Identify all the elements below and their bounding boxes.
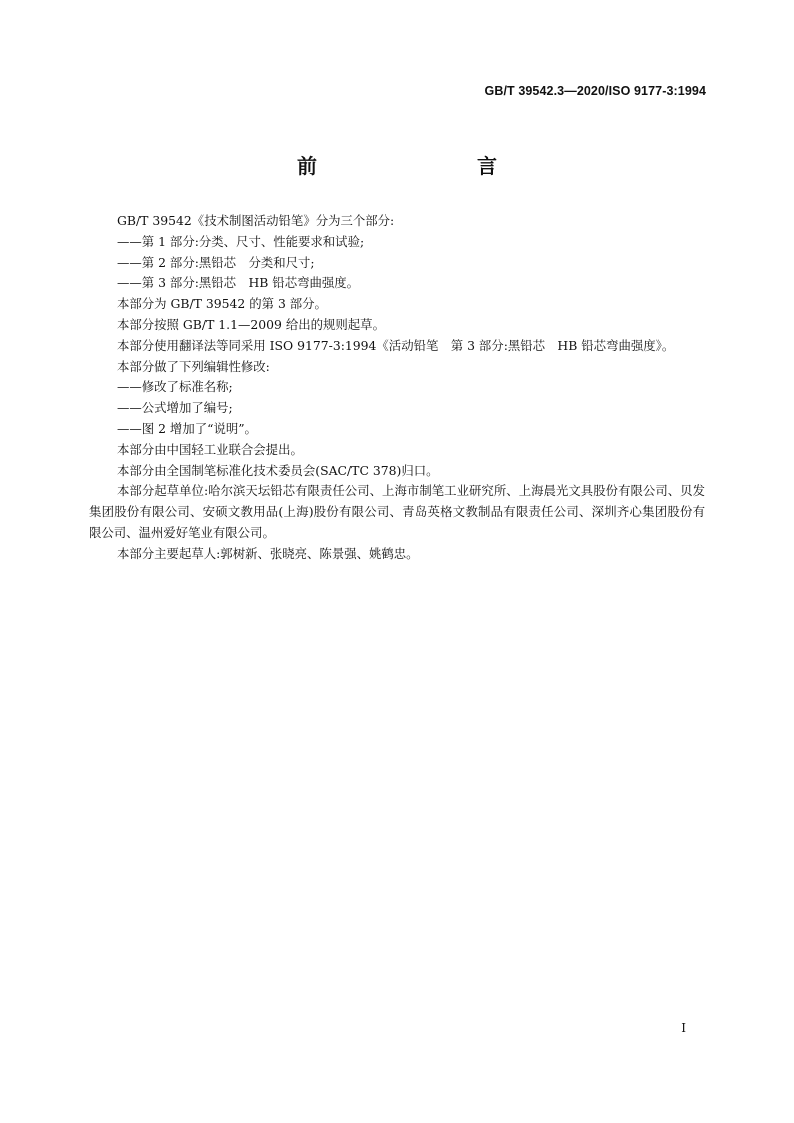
foreword-body [89,211,705,565]
page-title: 前 言 [297,154,537,178]
paragraph-committee: 本部分由全国制笔标准化技术委员会(SAC/TC 378)归口。 [117,462,439,478]
list-item-change-2: ——公式增加了编号; [117,400,233,416]
standard-code-header: GB/T 39542.3—2020/ISO 9177-3:1994 [484,84,706,98]
list-item-part-1: ——第 1 部分:分类、尺寸、性能要求和试验; [117,233,365,249]
paragraph-part-statement: 本部分为 GB/T 39542 的第 3 部分。 [117,296,327,312]
paragraph-drafting-units: 本部分起草单位:哈尔滨天坛铅芯有限责任公司、上海市制笔工业研究所、上海晨光文具股份有限公司、贝发集团股份有限公司、安硕文教用品(上海)股份有限公司、青岛英格文教制品有限责任公司、深圳齐心集团股份有限公司、温州爱好笔业有限公司。 [89,483,705,540]
list-item-change-1: ——修改了标准名称; [117,379,233,395]
paragraph-intro: GB/T 39542《技术制图活动铅笔》分为三个部分: [117,213,395,228]
paragraph-drafting-rules: 本部分按照 GB/T 1.1—2009 给出的规则起草。 [117,316,385,332]
paragraph-adoption: 本部分使用翻译法等同采用 ISO 9177-3:1994《活动铅笔 第 3 部分:黑铅芯 HB 铅芯弯曲强度》。 [117,337,675,353]
paragraph-editorial-changes: 本部分做了下列编辑性修改: [117,358,270,374]
list-item-change-3: ——图 2 增加了“说明”。 [117,420,257,436]
list-item-part-2: ——第 2 部分:黑铅芯 分类和尺寸; [117,254,315,270]
list-item-part-3: ——第 3 部分:黑铅芯 HB 铅芯弯曲强度。 [117,275,360,291]
paragraph-drafters: 本部分主要起草人:郭树新、张晓亮、陈景强、姚鹤忠。 [117,545,419,561]
paragraph-proposer: 本部分由中国轻工业联合会提出。 [117,441,303,457]
page-number: I [681,1021,686,1035]
